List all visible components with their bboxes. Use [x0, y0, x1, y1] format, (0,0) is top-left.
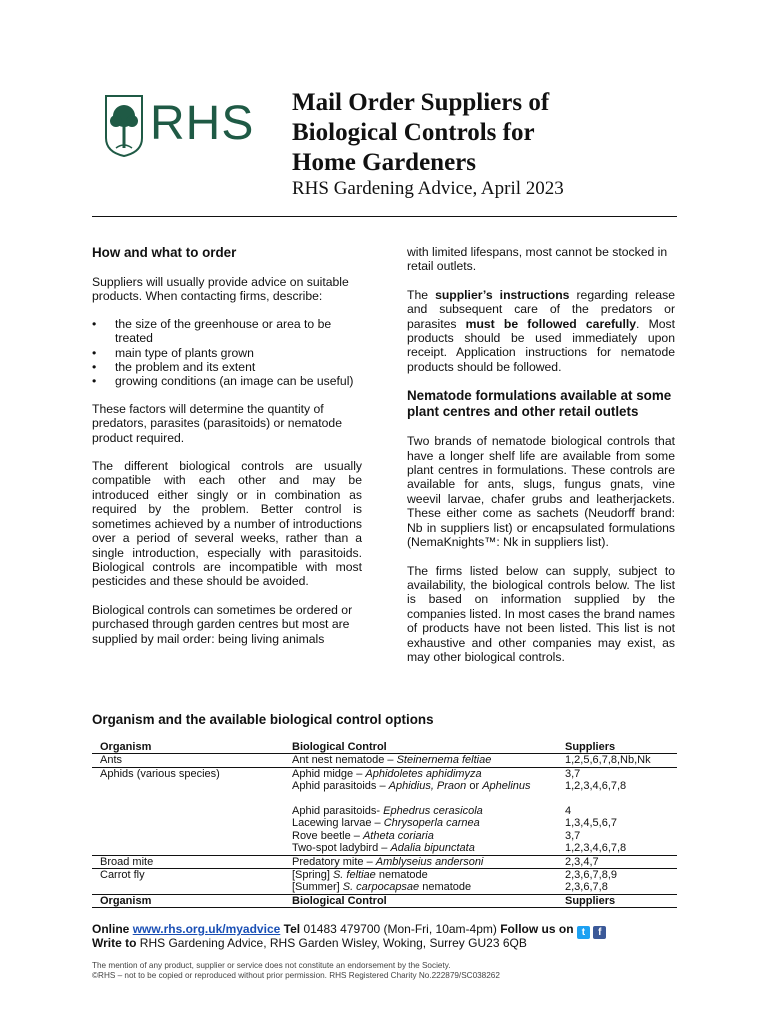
control-cell	[292, 856, 565, 868]
column-header: Organism	[100, 741, 152, 753]
table-row	[92, 869, 677, 881]
column-header: Suppliers	[565, 741, 616, 753]
list-item: • the problem and its extent	[92, 360, 362, 374]
bullet-list	[92, 317, 362, 389]
organism-cell	[92, 805, 292, 817]
species-name: Atheta coriaria	[362, 829, 434, 842]
species-name: Adalia bipunctata	[390, 842, 475, 855]
suppliers-cell: 2,3,6,7,8	[565, 881, 608, 894]
control-text: nematode	[375, 869, 428, 882]
organism-cell: Carrot fly	[100, 869, 145, 882]
control-cell	[292, 881, 565, 893]
organism-cell	[92, 817, 292, 829]
species-name: Ephedrus cerasicola	[383, 805, 483, 818]
column-footer: Organism	[100, 894, 152, 907]
organism-cell	[92, 842, 292, 854]
title-line: Home Gardeners	[292, 149, 476, 176]
paragraph: The different biological controls are usually compatible with each other and may be introduced either singly or in combination as required by the problem. Better control is sometimes achieved by a number of introductions over a period of several weeks, rather than a single introduction, especially with parasitoids. Biological controls are incompatible with most pesticides and these should be avoided.	[92, 459, 362, 589]
emphasis-text: supplier’s instructions	[435, 287, 570, 302]
intro-text: Suppliers will usually provide advice on suitable products. When contacting firms, describe:	[92, 275, 349, 304]
list-item: • main type of plants grown	[92, 346, 362, 360]
control-cell	[292, 817, 565, 829]
column-footer: Suppliers	[565, 894, 616, 907]
organism-cell	[92, 881, 292, 893]
paragraph: The firms listed below can supply, subject to availability, the biological controls below. The list is based on information supplied by the companies listed. In most cases the brand names of products have not been listed. This list is not exhaustive and other companies may exist, as may other biological controls.	[407, 563, 675, 664]
species-name: S. carpocapsae	[342, 881, 420, 894]
column-header: Biological Control	[292, 741, 387, 753]
text-run: regarding release and subsequent care of the predators or parasites	[407, 287, 676, 331]
organism-cell: Aphids (various species)	[100, 767, 220, 780]
organism-cell: Ants	[100, 754, 123, 767]
species-name: Chrysoperla carnea	[383, 817, 480, 830]
species-name: Amblyseius andersoni	[375, 855, 484, 868]
address-value: RHS Gardening Advice, RHS Garden Wisley, Woking, Surrey GU23 6QB	[139, 936, 527, 950]
emphasis-text: must be followed carefully	[465, 316, 637, 331]
control-text: Aphid parasitoids –	[292, 780, 389, 793]
table-footer-row	[92, 895, 677, 907]
suppliers-cell: 1,3,4,5,6,7	[565, 817, 617, 830]
species-name: Steinernema feltiae	[396, 754, 492, 767]
control-cell	[292, 842, 565, 854]
species-name: Aphidoletes aphidimyza	[365, 767, 482, 780]
title-line: Mail Order Suppliers of	[292, 89, 550, 116]
disclaimer: The mention of any product, supplier or service does not constitute an endorsement by the Society.	[92, 961, 451, 970]
control-text: or	[466, 780, 483, 793]
section-heading: Nematode formulations available at some plant centres and other retail outlets	[407, 388, 672, 420]
control-cell	[292, 780, 565, 792]
table-row	[92, 830, 677, 842]
suppliers-cell: 3,7	[565, 829, 581, 842]
table-row	[92, 817, 677, 829]
species-name: Aphidius, Praon	[388, 780, 467, 793]
table-row	[92, 780, 677, 792]
table-heading: Organism and the available biological control options	[92, 712, 434, 727]
paragraph: These factors will determine the quantity of predators, parasites (parasitoids) or nematode product required.	[92, 401, 342, 445]
paragraph	[407, 288, 675, 374]
table-header-row	[92, 741, 677, 753]
suppliers-cell: 3,7	[565, 767, 581, 780]
control-text: Lacewing larvae –	[292, 817, 384, 830]
online-label: Online	[92, 922, 130, 936]
table-row	[92, 842, 677, 854]
text-run: . Most products should be used immediately upon receipt. Application instructions for nematode products should be followed.	[407, 316, 675, 374]
page-title	[292, 88, 712, 178]
organism-cell	[92, 780, 292, 792]
suppliers-cell: 1,2,5,6,7,8,Nb,Nk	[565, 754, 651, 767]
suppliers-cell: 2,3,6,7,8,9	[565, 869, 617, 882]
table-row	[92, 805, 677, 817]
website-link[interactable]: www.rhs.org.uk/myadvice	[132, 922, 281, 936]
right-column	[407, 245, 675, 664]
control-text: Aphid parasitoids-	[292, 805, 384, 818]
controls-table	[92, 741, 677, 908]
paragraph: Two brands of nematode biological controls that have a longer shelf life are available from some plant centres in formulations. These controls are available for ants, slugs, fungus gnats, vine weevil larvae, chafer grubs and leatherjackets. These either come as sachets (Neudorff brand: Nb in suppliers list) or encapsulated formulations (NemaKnights™: Nk in suppliers list).	[407, 434, 675, 550]
table-divider	[92, 907, 677, 908]
section-heading: How and what to order	[92, 245, 237, 260]
organism-cell	[92, 830, 292, 842]
control-text: nematode	[419, 881, 472, 894]
title-line: Biological Controls for	[292, 119, 535, 146]
species-name: Aphelinus	[482, 780, 531, 793]
text-run: The	[407, 287, 436, 302]
control-cell	[292, 805, 565, 817]
follow-label: Follow us on	[500, 922, 574, 936]
address-line	[92, 936, 527, 950]
table-row	[92, 856, 677, 868]
suppliers-cell: 1,2,3,4,6,7,8	[565, 780, 627, 793]
table-row	[92, 754, 677, 766]
row-spacer	[92, 793, 677, 805]
organism-cell: Broad mite	[100, 855, 154, 868]
facebook-icon[interactable]: f	[593, 926, 606, 939]
control-cell	[292, 768, 565, 780]
rhs-logo	[104, 94, 274, 158]
suppliers-cell: 4	[565, 805, 572, 818]
list-item: • the size of the greenhouse or area to be treated	[92, 317, 362, 346]
list-item: • growing conditions (an image can be useful)	[92, 374, 362, 388]
paragraph: with limited lifespans, most cannot be stocked in retail outlets.	[407, 245, 668, 274]
control-text: [Spring]	[292, 869, 333, 882]
tel-value: 01483 479700 (Mon-Fri, 10am-4pm)	[303, 922, 497, 936]
control-text: Two-spot ladybird –	[292, 842, 391, 855]
control-cell	[292, 869, 565, 881]
table-row	[92, 768, 677, 780]
table-body	[92, 754, 677, 894]
control-cell	[292, 830, 565, 842]
control-text: Rove beetle –	[292, 829, 363, 842]
logo-text: RHS	[150, 97, 255, 150]
table-row	[92, 881, 677, 893]
control-text: Aphid midge –	[292, 767, 366, 780]
control-text: [Summer]	[292, 881, 343, 894]
control-text: Ant nest nematode –	[292, 754, 397, 767]
copyright: ©RHS – not to be copied or reproduced without prior permission. RHS Registered Charity No.222879/SC038262	[92, 971, 500, 980]
suppliers-cell: 2,3,4,7	[565, 855, 599, 868]
left-column	[92, 245, 362, 646]
header-divider	[92, 216, 677, 217]
control-cell	[292, 754, 565, 766]
control-text: Predatory mite –	[292, 855, 376, 868]
species-name: S. feltiae	[332, 869, 376, 882]
tel-label: Tel	[283, 922, 301, 936]
page-subtitle: RHS Gardening Advice, April 2023	[292, 178, 564, 199]
suppliers-cell: 1,2,3,4,6,7,8	[565, 842, 627, 855]
column-footer: Biological Control	[292, 894, 387, 907]
write-label: Write to	[92, 936, 137, 950]
twitter-icon[interactable]: t	[577, 926, 590, 939]
paragraph: Biological controls can sometimes be ordered or purchased through garden centres but most are supplied by mail order: being living animals	[92, 602, 353, 646]
